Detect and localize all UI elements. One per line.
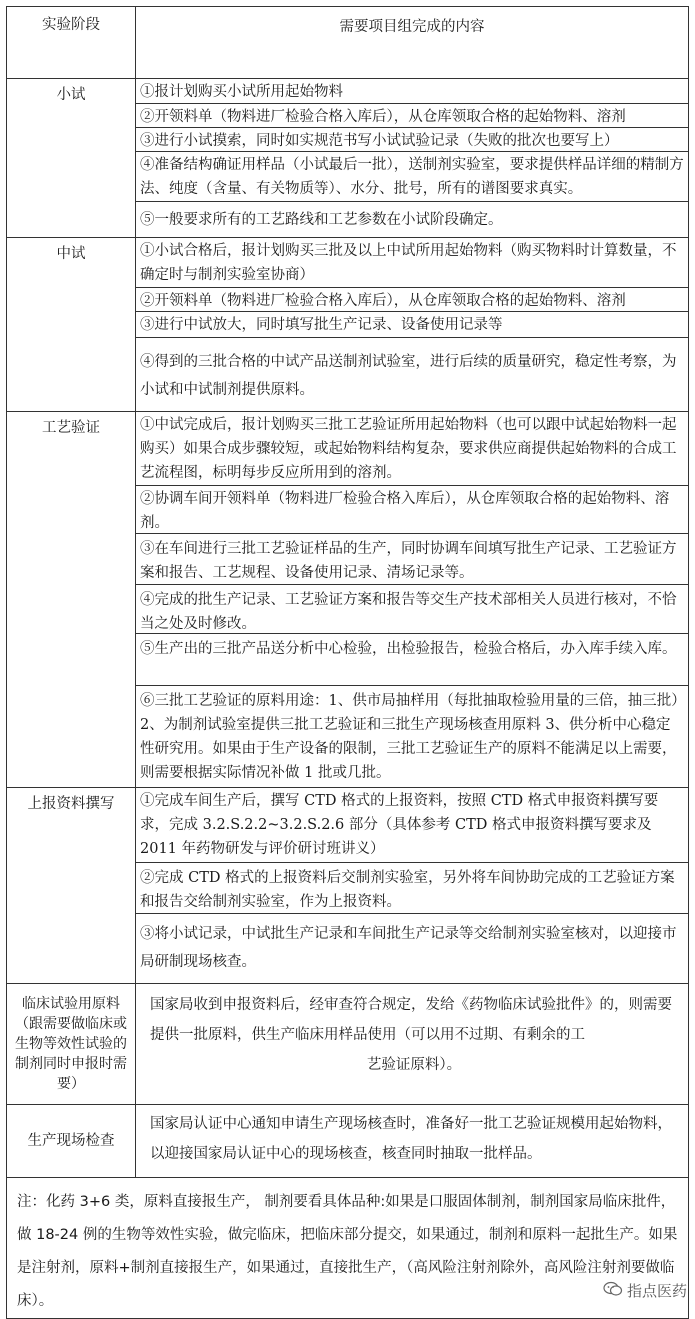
- watermark: [603, 1280, 687, 1301]
- list-item: ①报计划购买小试所用起始物料: [140, 84, 343, 100]
- wechat-icon: [603, 1281, 623, 1301]
- section-content: [136, 238, 688, 411]
- list-item: ④得到的三批合格的中试产品送制剂试验室，进行后续的质量研究，稳定性考察，为小试和中试制剂提供原料。: [136, 337, 688, 411]
- list-item: ①完成车间生产后，撰写 CTD 格式的上报资料，按照 CTD 格式申报资料撰写要求，完成 3.2.S.2.2~3.2.S.2.6 部分（具体参考 CTD 格式申报资料撰写要求及 2011 年药物研发与评价研讨班讲义）: [140, 793, 659, 857]
- section-content: [136, 79, 688, 237]
- list-item: ③在车间进行三批工艺验证样品的生产，同时协调车间填写批生产记录、工艺验证方案和报告、工艺规程、设备使用记录、清场记录等。: [136, 533, 688, 584]
- watermark-text: 指点医药: [626, 1282, 687, 1300]
- list-item: ③将小试记录，中试批生产记录和车间批生产记录等交给制剂实验室核对，以迎接市局研制现场核查。: [136, 913, 688, 983]
- list-item: ③进行小试摸索，同时如实规范书写小试试验记录（失败的批次也要写上）: [136, 127, 688, 151]
- section-onsite-inspection: [6, 1104, 689, 1177]
- stage-label: 生产现场检查: [7, 1105, 136, 1177]
- stage-label: 上报资料撰写: [7, 788, 136, 983]
- clinical-text: 国家局收到申报资料后，经审查符合规定，发给《药物临床试验批件》的，则需要提供一批原料，供生产临床用样品使用（可以用不过期、有剩余的工: [150, 997, 672, 1043]
- list-item: ⑤一般要求所有的工艺路线和工艺参数在小试阶段确定。: [136, 201, 688, 237]
- section-submission-writing: [6, 787, 689, 983]
- header-stage: 实验阶段: [7, 7, 136, 78]
- list-item: ②完成 CTD 格式的上报资料后交制剂实验室，另外将车间协助完成的工艺验证方案和报告交给制剂实验室，作为上报资料。: [136, 862, 688, 913]
- section-pilot-trial: [6, 237, 689, 411]
- table-header-row: [6, 6, 689, 78]
- section-clinical-material: [6, 983, 689, 1104]
- process-table: [6, 6, 689, 1319]
- list-item: ④完成的批生产记录、工艺验证方案和报告等交生产技术部相关人员进行核对，不恰当之处及时修改。: [136, 584, 688, 633]
- stage-label: 临床试验用原料（跟需要做临床或生物等效性试验的制剂同时申报时需要）: [7, 984, 136, 1104]
- list-item: ⑤生产出的三批产品送分析中心检验，出检验报告，检验合格后，办入库手续入库。: [136, 633, 688, 685]
- note-text: 注：化药 3+6 类，原料直接报生产， 制剂要看具体品种:如果是口服固体制剂，制剂国家局临床批件，做 18-24 例的生物等效性实验，做完临床，把临床部分提交，如果通过，制剂和原料一起批生产。如果是注射剂，原料+制剂直接报生产，如果通过，直接批生产，（高风险注射剂除外，高风险注射剂要做临床）。: [17, 1194, 678, 1309]
- section-content: [136, 984, 688, 1104]
- list-item: ③进行中试放大，同时填写批生产记录、设备使用记录等: [136, 311, 688, 337]
- stage-label: 小试: [7, 79, 136, 237]
- header-content: 需要项目组完成的内容: [339, 19, 485, 35]
- stage-label: 工艺验证: [7, 412, 136, 787]
- section-process-validation: [6, 411, 689, 787]
- stage-label: 中试: [7, 238, 136, 411]
- list-item: ①小试合格后，报计划购买三批及以上中试所用起始物料（购买物料时计算数量，不确定时与制剂实验室协商）: [140, 243, 677, 283]
- note-row: [6, 1177, 689, 1319]
- list-item: ④准备结构确证用样品（小试最后一批），送制剂实验室，要求提供样品详细的精制方法、纯度（含量、有关物质等）、水分、批号，所有的谱图要求真实。: [136, 151, 688, 201]
- list-item: ②开领料单（物料进厂检验合格入库后），从仓库领取合格的起始物料、溶剂: [136, 287, 688, 311]
- section-content: [136, 412, 688, 787]
- section-content: 国家局认证中心通知申请生产现场核查时，准备好一批工艺验证规模用起始物料，以迎接国家局认证中心的现场核查，核查同时抽取一批样品。: [150, 1116, 672, 1162]
- list-item: ①中试完成后，报计划购买三批工艺验证所用起始物料（也可以跟中试起始物料一起购买）如果合成步骤较短，或起始物料结构复杂，要求供应商提供起始物料的合成工艺流程图，标明每步反应所用到的溶剂。: [140, 417, 677, 481]
- section-content: [136, 788, 688, 983]
- list-item: ⑥三批工艺验证的原料用途：1、供市局抽样用（每批抽取检验用量的三倍，抽三批）2、为制剂试验室提供三批工艺验证和三批生产现场核查用原料 3、供分析中心稳定性研究用。如果由于生产设备的限制，三批工艺验证生产的原料不能满足以上需要，则需要根据实际情况补做 1 批或几批。: [136, 685, 688, 787]
- section-small-trial: [6, 78, 689, 237]
- clinical-text-tail: 艺验证原料）。: [366, 1057, 462, 1073]
- list-item: ②开领料单（物料进厂检验合格入库后），从仓库领取合格的起始物料、溶剂: [136, 103, 688, 127]
- list-item: ②协调车间开领料单（物料进厂检验合格入库后），从仓库领取合格的起始物料、溶剂。: [136, 485, 688, 533]
